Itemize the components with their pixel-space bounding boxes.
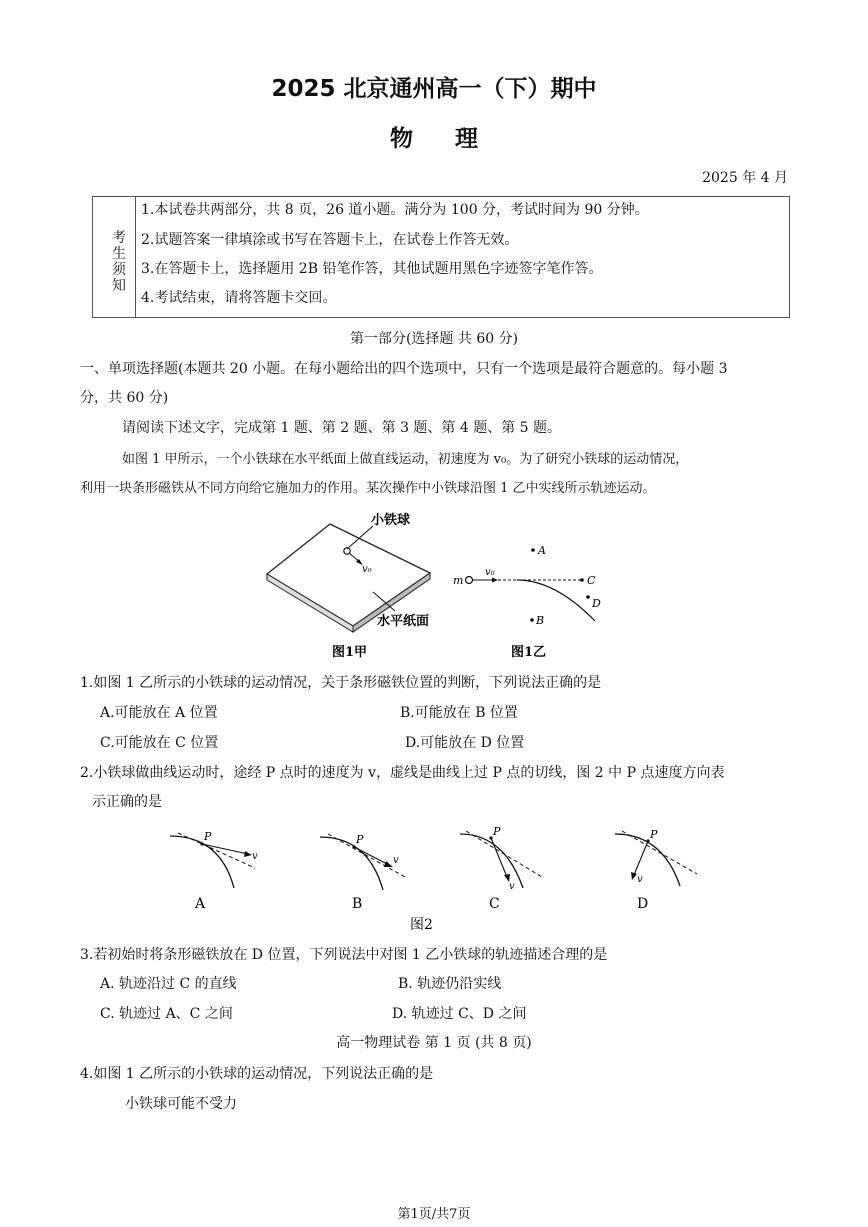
- paper-label: 水平纸面: [377, 614, 430, 629]
- v0-label-yi: v₀: [485, 567, 495, 578]
- figure-2-option-a[interactable]: [170, 830, 258, 912]
- notice-char: 生: [112, 246, 126, 262]
- question-2-stem-cont: 示正确的是: [92, 794, 162, 810]
- velocity-arrow: [354, 847, 389, 865]
- figure-1: [255, 508, 635, 663]
- initial-velocity-arrowhead: [492, 578, 498, 583]
- point-c-label: C: [587, 574, 596, 587]
- subject-title: 物理: [390, 126, 520, 152]
- passage-text-cont: 利用一块条形磁铁从不同方向给它施加力的作用。某次操作中小铁球沿图 1 乙中实线所示轨迹运动。: [80, 481, 656, 496]
- v-label: v: [393, 855, 399, 866]
- paper-board-top: [267, 524, 430, 626]
- trajectory-curve: [517, 580, 595, 621]
- mass-label: m: [453, 574, 464, 587]
- section-instructions-cont: 分，共 60 分): [80, 390, 169, 406]
- document-page-footer: 第1页/共7页: [397, 1207, 471, 1222]
- notice-item: 1.本试卷共两部分，共 8 页，26 道小题。满分为 100 分，考试时间为 90 分钟。: [141, 202, 649, 218]
- notice-item: 2.试题答案一律填涂或书写在答题卡上，在试卷上作答无效。: [141, 232, 519, 248]
- option-label: C: [489, 896, 500, 912]
- part-heading: 第一部分(选择题 共 60 分): [349, 331, 519, 347]
- question-3-option-c[interactable]: C. 轨迹过 A、C 之间: [100, 1006, 233, 1022]
- curve: [460, 834, 523, 888]
- v-label: v: [637, 874, 643, 885]
- figure-2: [160, 822, 720, 934]
- question-1-stem: 1.如图 1 乙所示的小铁球的运动情况，关于条形磁铁位置的判断，下列说法正确的是: [80, 675, 602, 691]
- point-d-dot: [586, 595, 590, 599]
- ball-start: [466, 577, 473, 584]
- notice-box: [92, 196, 790, 318]
- question-3-option-d[interactable]: D. 轨迹过 C、D 之间: [392, 1006, 527, 1022]
- caption-fig1-jia: 图1甲: [332, 645, 368, 660]
- figure-2-option-b[interactable]: [320, 833, 405, 912]
- question-3-option-b[interactable]: B. 轨迹仍沿实线: [398, 976, 502, 992]
- figure-2-option-c[interactable]: [460, 825, 542, 912]
- p-label: P: [493, 825, 501, 838]
- notice-char: 考: [112, 230, 126, 246]
- point-a-dot: [531, 548, 535, 552]
- figure-2-caption: 图2: [410, 917, 433, 933]
- notice-char: 知: [112, 278, 126, 294]
- passage-text: 如图 1 甲所示，一个小铁球在水平纸面上做直线运动，初速度为 v₀。为了研究小铁球的运动情况，: [122, 452, 689, 467]
- point-a-label: A: [538, 544, 546, 557]
- section-instructions: 一、单项选择题(本题共 20 小题。在每小题给出的四个选项中，只有一个选项是最符合题意的。每小题 3: [80, 361, 728, 377]
- ball-label: 小铁球: [371, 513, 411, 528]
- question-1-option-b[interactable]: B.可能放在 B 位置: [400, 705, 518, 721]
- notice-item: 4.考试结束，请将答题卡交回。: [141, 290, 337, 306]
- notice-item: 3.在答题卡上，选择题用 2B 铅笔作答，其他试题用黑色字迹签字笔作答。: [141, 261, 603, 277]
- exam-date: 2025 年 4 月: [702, 170, 788, 186]
- velocity-arrowhead: [384, 861, 393, 867]
- question-2-stem: 2.小铁球做曲线运动时，途经 P 点时的速度为 v，虚线是曲线上过 P 点的切线，图 2 中 P 点速度方向表: [80, 765, 725, 781]
- p-label: P: [204, 830, 212, 843]
- p-label: P: [356, 833, 364, 846]
- point-c-dot: [580, 578, 584, 582]
- point-b-label: B: [536, 614, 545, 627]
- curve: [320, 837, 383, 890]
- tangent-dashed: [622, 831, 697, 874]
- reading-intro: 请阅读下述文字，完成第 1 题、第 2 题、第 3 题、第 4 题、第 5 题。: [122, 420, 562, 436]
- question-1-option-d[interactable]: D.可能放在 D 位置: [405, 735, 525, 751]
- p-label: P: [650, 828, 658, 841]
- question-1-option-c[interactable]: C.可能放在 C 位置: [100, 735, 219, 751]
- v-label: v: [252, 851, 258, 862]
- point-d-label: D: [592, 597, 601, 610]
- point-b-dot: [530, 618, 534, 622]
- option-label: A: [195, 896, 206, 912]
- figure-2-option-d[interactable]: [615, 828, 697, 912]
- velocity-arrow: [491, 838, 507, 877]
- question-4-partial-option[interactable]: 小铁球可能不受力: [125, 1096, 237, 1112]
- velocity-arrow: [634, 841, 648, 875]
- v0-label: v₀: [362, 564, 372, 575]
- question-1-option-a[interactable]: A.可能放在 A 位置: [100, 705, 218, 721]
- exam-page-footer: 高一物理试卷 第 1 页 (共 8 页): [336, 1035, 532, 1051]
- notice-char: 须: [112, 262, 126, 278]
- velocity-arrowhead: [244, 851, 252, 857]
- document-title: 2025 北京通州高一（下）期中: [271, 76, 597, 102]
- option-label: D: [637, 896, 649, 912]
- velocity-arrow: [202, 844, 248, 854]
- caption-fig1-yi: 图1乙: [511, 645, 547, 660]
- question-3-option-a[interactable]: A. 轨迹沿过 C 的直线: [100, 976, 237, 992]
- question-4-stem: 4.如图 1 乙所示的小铁球的运动情况，下列说法正确的是: [80, 1066, 434, 1082]
- notice-side-label: [93, 197, 136, 317]
- tangent-dashed: [178, 833, 255, 868]
- v-label: v: [509, 881, 515, 892]
- option-label: B: [352, 896, 363, 912]
- question-3-stem: 3.若初始时将条形磁铁放在 D 位置，下列说法中对图 1 乙小铁球的轨迹描述合理的是: [80, 947, 608, 963]
